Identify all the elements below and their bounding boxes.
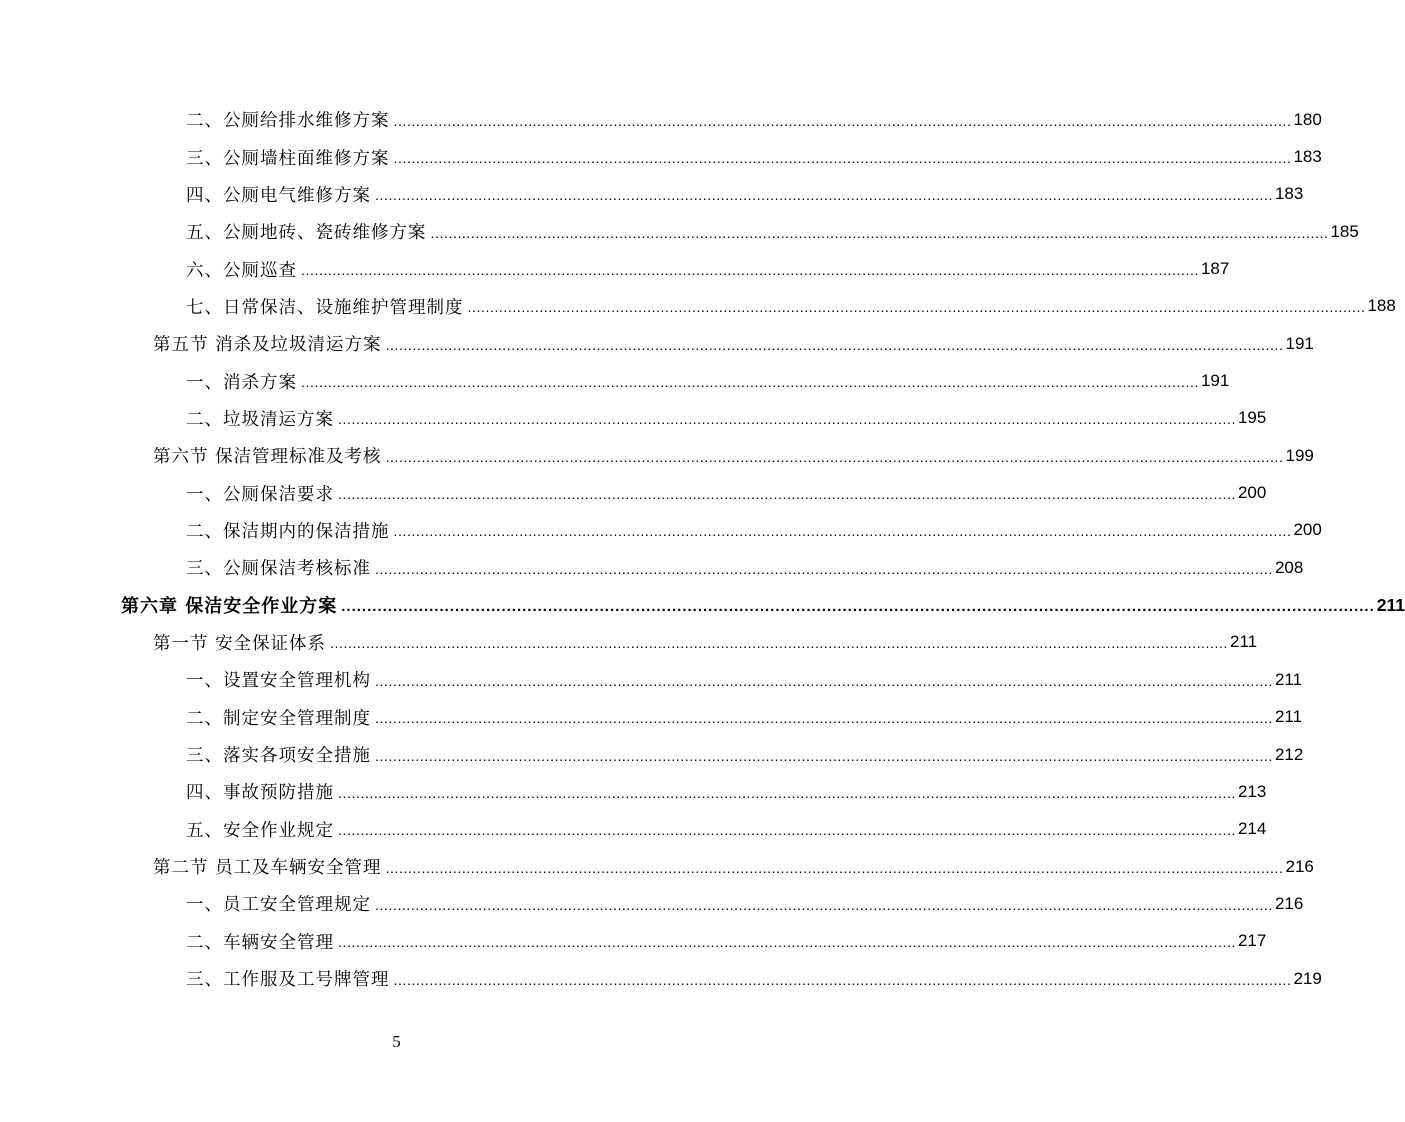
dot-leader: ........................................................................................................................................................................................................: [301, 374, 1199, 391]
toc-entry-page-number: 213: [1237, 781, 1267, 801]
toc-entry-section[interactable]: [0, 848, 1314, 885]
toc-entry-title: 五、安全作业规定: [186, 820, 334, 841]
toc-entry-title: 二、公厕给排水维修方案: [186, 111, 390, 132]
toc-entry-page-number: 216: [1285, 856, 1314, 876]
toc-entry-title: 六、公厕巡查: [186, 260, 297, 281]
toc-entry-page-number: 200: [1237, 483, 1267, 503]
dot-leader: ........................................................................................................................................................................................................: [338, 486, 1236, 503]
toc-entry-title: 二、车辆安全管理: [186, 932, 334, 953]
toc-entry-item[interactable]: [0, 811, 1267, 848]
toc-entry-title: 第二节 员工及车辆安全管理: [153, 858, 382, 879]
toc-entry-title: 四、事故预防措施: [186, 783, 334, 804]
dot-leader: ........................................................................................................................................................................................................: [385, 448, 1284, 465]
toc-entry-page-number: 183: [1293, 147, 1322, 167]
toc-entry-title: 一、公厕保洁要求: [186, 484, 334, 505]
toc-entry-page-number: 216: [1274, 893, 1304, 913]
toc-entry-page-number: 185: [1330, 221, 1359, 241]
dot-leader: ........................................................................................................................................................................................................: [393, 523, 1292, 540]
toc-entry-item[interactable]: [0, 288, 1396, 325]
toc-entry-section[interactable]: [0, 624, 1258, 661]
toc-entry-page-number: 212: [1274, 744, 1304, 764]
toc-entry-item[interactable]: [0, 923, 1267, 960]
toc-entry-item[interactable]: [0, 549, 1304, 586]
toc-entry-title: 三、落实各项安全措施: [186, 746, 371, 767]
dot-leader: ........................................................................................................................................................................................................: [393, 112, 1292, 129]
toc-entry-item[interactable]: [0, 101, 1322, 138]
toc-entry-item[interactable]: [0, 699, 1303, 736]
dot-leader: ........................................................................................................................................................................................................: [430, 224, 1329, 241]
toc-entry-page-number: 180: [1293, 109, 1322, 129]
dot-leader: ........................................................................................................................................................................................................: [375, 672, 1273, 689]
dot-leader: ........................................................................................................................................................................................................: [375, 560, 1273, 577]
toc-entry-page-number: 191: [1285, 333, 1314, 353]
dot-leader: ........................................................................................................................................................................................................: [338, 934, 1236, 951]
page-number: 5: [392, 1032, 401, 1051]
dot-leader: ........................................................................................................................................................................................................: [341, 597, 1375, 615]
toc-entry-page-number: 183: [1274, 184, 1304, 204]
toc-entry-title: 第六章 保洁安全作业方案: [121, 596, 338, 618]
toc-entry-item[interactable]: [0, 250, 1230, 287]
dot-leader: ........................................................................................................................................................................................................: [338, 822, 1236, 839]
toc-entry-title: 一、员工安全管理规定: [186, 895, 371, 916]
dot-leader: ........................................................................................................................................................................................................: [338, 411, 1236, 428]
toc-entry-item[interactable]: [0, 960, 1322, 997]
dot-leader: ........................................................................................................................................................................................................: [467, 299, 1366, 316]
toc-entry-title: 二、垃圾清运方案: [186, 409, 334, 430]
toc-entry-page-number: 208: [1274, 557, 1304, 577]
dot-leader: ........................................................................................................................................................................................................: [338, 784, 1236, 801]
toc-entry-title: 第五节 消杀及垃圾清运方案: [153, 335, 382, 356]
toc-entry-title: 三、公厕墙柱面维修方案: [186, 148, 390, 169]
toc-entry-title: 五、公厕地砖、瓷砖维修方案: [186, 223, 427, 244]
toc-entry-item[interactable]: [0, 138, 1322, 175]
toc-entry-title: 四、公厕电气维修方案: [186, 185, 371, 206]
toc-entry-title: 一、消杀方案: [186, 372, 297, 393]
table-of-contents: [0, 101, 1405, 997]
toc-entry-title: 第六节 保洁管理标准及考核: [153, 447, 382, 468]
toc-entry-page-number: 195: [1237, 408, 1267, 428]
toc-entry-page-number: 188: [1367, 296, 1396, 316]
toc-entry-item[interactable]: [0, 213, 1359, 250]
dot-leader: ........................................................................................................................................................................................................: [330, 635, 1228, 652]
toc-entry-page-number: 187: [1200, 259, 1230, 279]
toc-entry-section[interactable]: [0, 437, 1314, 474]
toc-entry-title: 第一节 安全保证体系: [153, 633, 327, 654]
toc-entry-page-number: 217: [1237, 931, 1267, 951]
toc-entry-item[interactable]: [0, 661, 1303, 698]
toc-entry-chapter[interactable]: [0, 586, 1405, 623]
dot-leader: ........................................................................................................................................................................................................: [375, 710, 1273, 727]
toc-entry-item[interactable]: [0, 736, 1304, 773]
dot-leader: ........................................................................................................................................................................................................: [393, 150, 1292, 167]
toc-entry-item[interactable]: [0, 773, 1267, 810]
dot-leader: ........................................................................................................................................................................................................: [375, 187, 1273, 204]
toc-entry-title: 三、工作服及工号牌管理: [186, 970, 390, 991]
dot-leader: ........................................................................................................................................................................................................: [385, 859, 1284, 876]
dot-leader: ........................................................................................................................................................................................................: [393, 971, 1292, 988]
toc-entry-title: 二、保洁期内的保洁措施: [186, 521, 390, 542]
toc-entry-page-number: 219: [1293, 968, 1322, 988]
toc-entry-item[interactable]: [0, 885, 1304, 922]
toc-entry-item[interactable]: [0, 512, 1322, 549]
toc-entry-page-number: 211: [1230, 632, 1258, 652]
toc-entry-title: 二、制定安全管理制度: [186, 708, 371, 729]
dot-leader: ........................................................................................................................................................................................................: [385, 336, 1284, 353]
toc-entry-page-number: 211: [1376, 594, 1405, 615]
toc-entry-page-number: 211: [1274, 669, 1303, 689]
toc-entry-title: 七、日常保洁、设施维护管理制度: [186, 297, 464, 318]
dot-leader: ........................................................................................................................................................................................................: [375, 896, 1273, 913]
toc-entry-page-number: 214: [1237, 819, 1267, 839]
toc-entry-item[interactable]: [0, 474, 1267, 511]
toc-entry-item[interactable]: [0, 400, 1267, 437]
toc-entry-title: 三、公厕保洁考核标准: [186, 559, 371, 580]
toc-entry-item[interactable]: [0, 176, 1304, 213]
toc-entry-page-number: 211: [1274, 707, 1303, 727]
toc-entry-section[interactable]: [0, 325, 1314, 362]
dot-leader: ........................................................................................................................................................................................................: [375, 747, 1273, 764]
toc-entry-page-number: 191: [1200, 371, 1230, 391]
dot-leader: ........................................................................................................................................................................................................: [301, 262, 1199, 279]
toc-entry-item[interactable]: [0, 362, 1230, 399]
toc-entry-title: 一、设置安全管理机构: [186, 671, 371, 692]
toc-entry-page-number: 200: [1293, 520, 1322, 540]
toc-entry-page-number: 199: [1285, 445, 1314, 465]
